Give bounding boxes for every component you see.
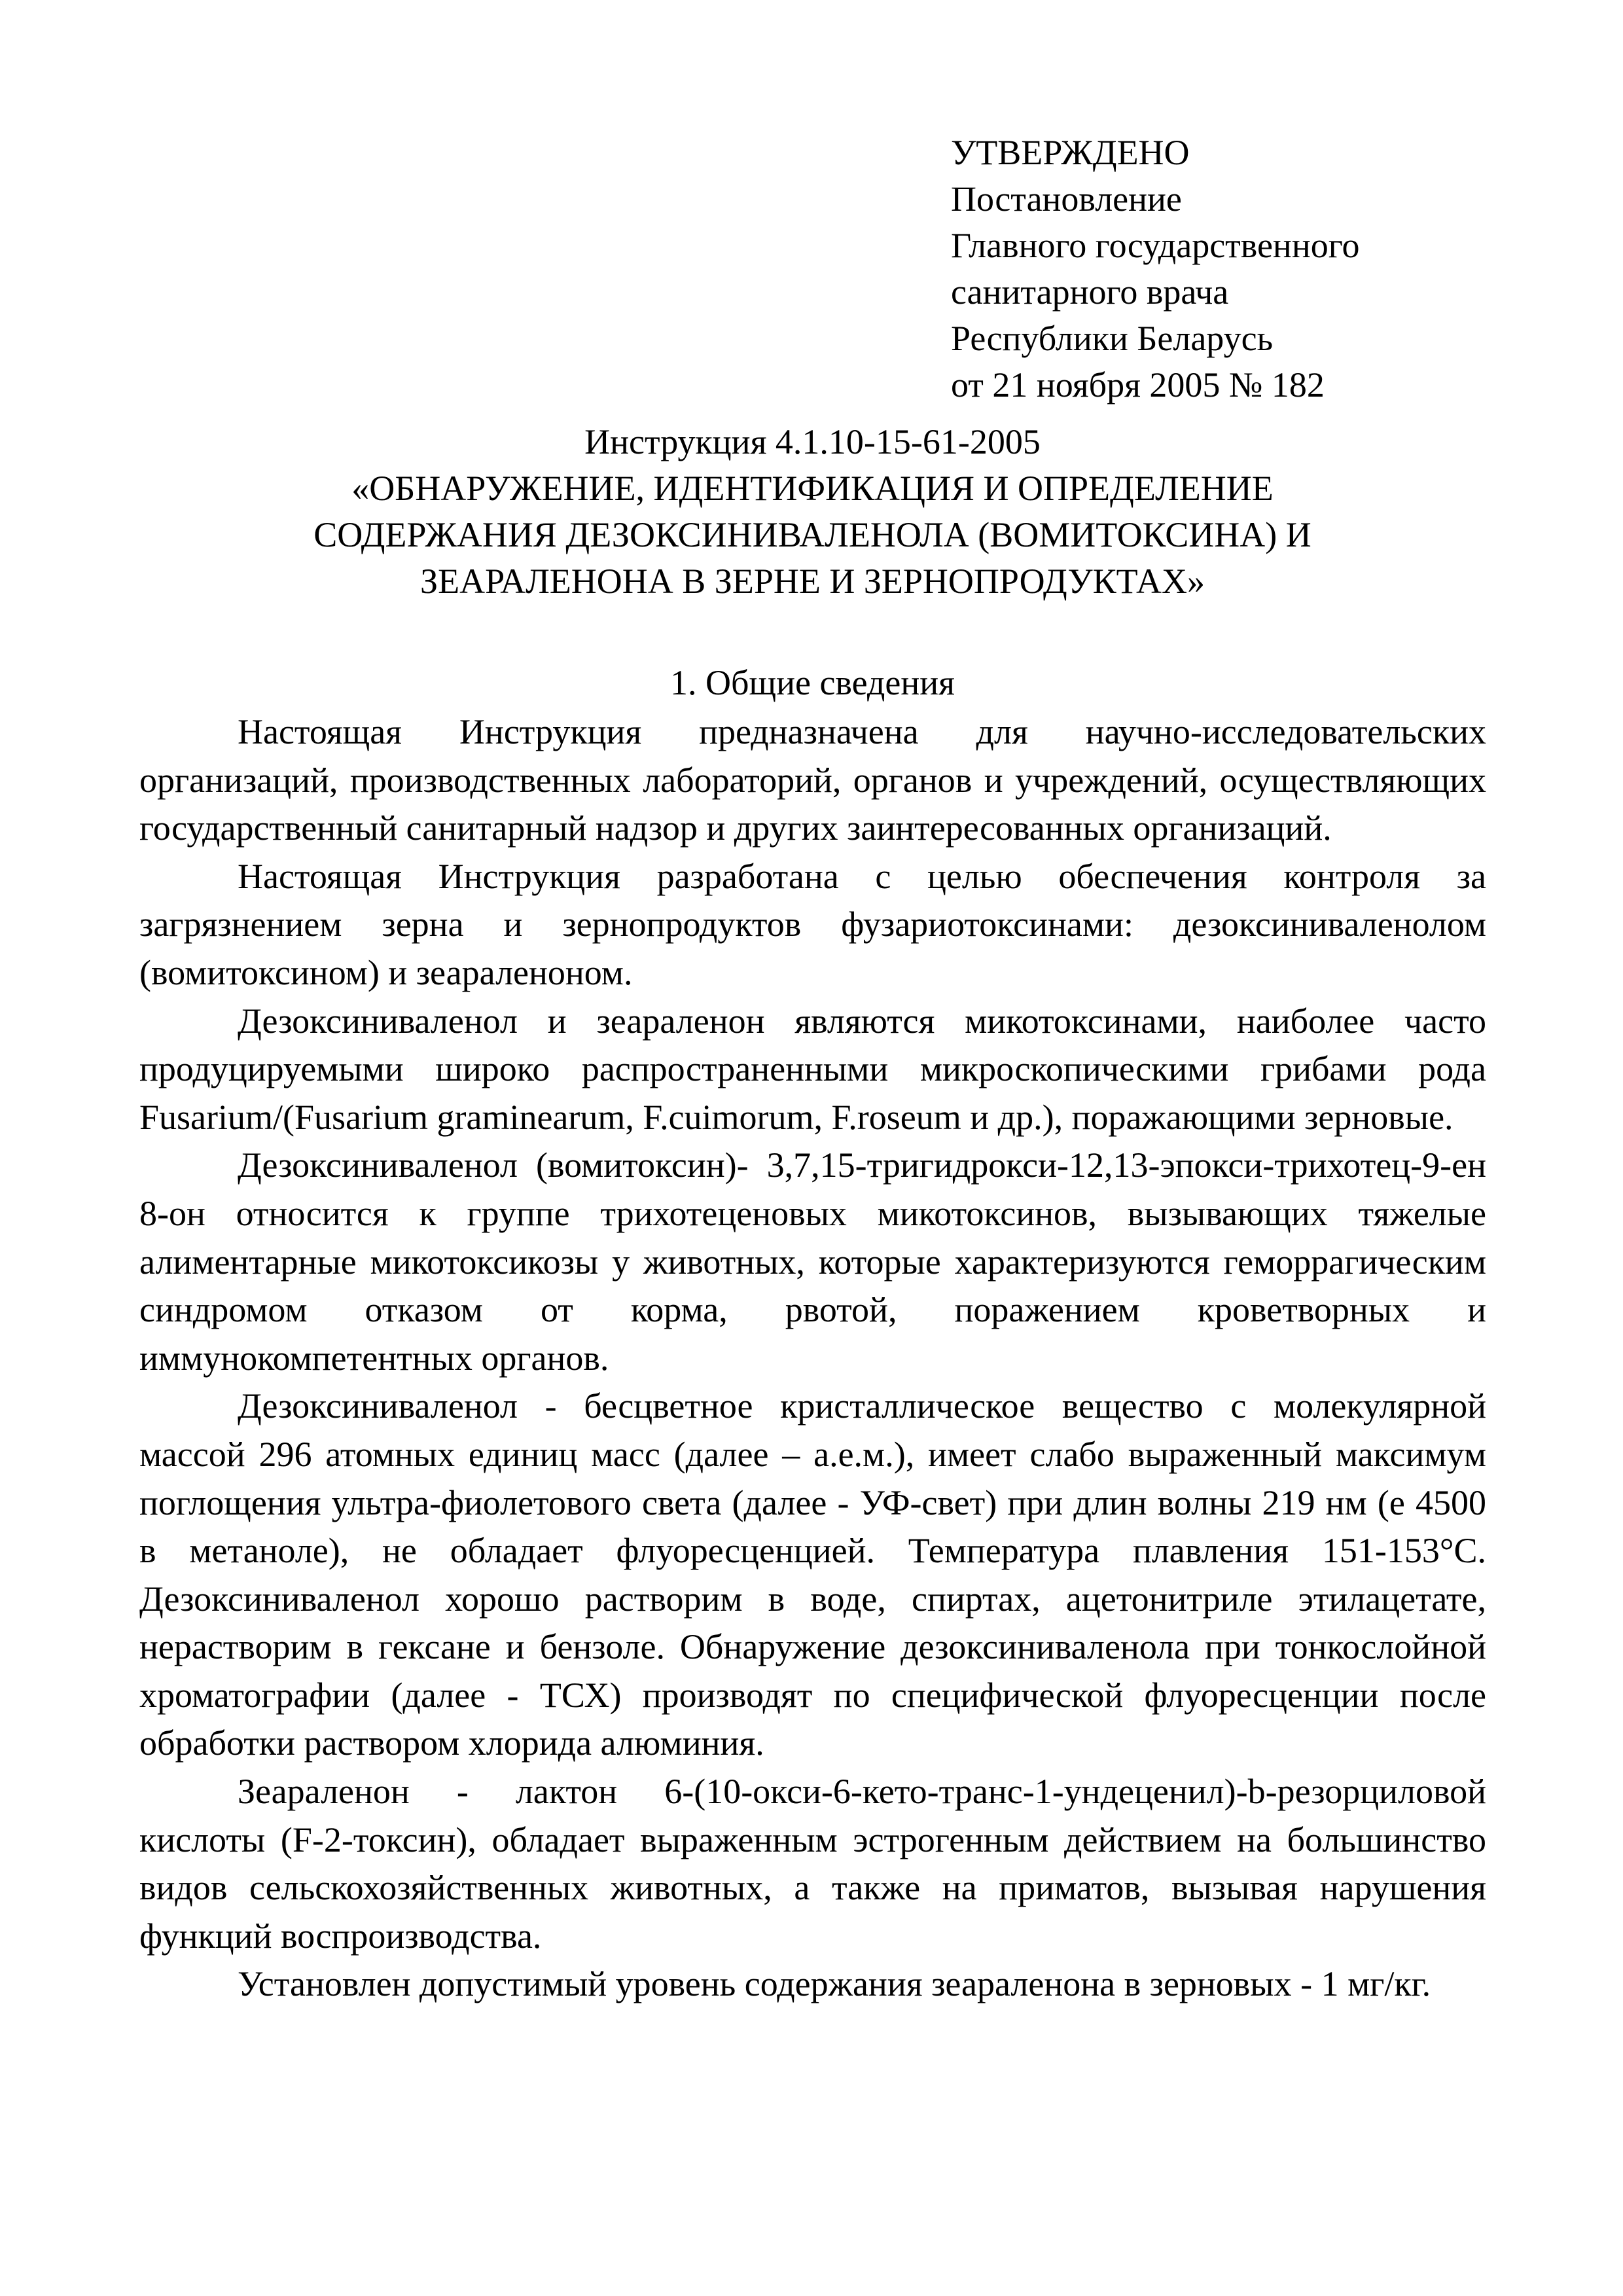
body-paragraph: Установлен допустимый уровень содержания зеараленона в зерновых - 1 мг/кг. [238,1964,1431,2004]
body-paragraph: Настоящая Инструкция предназначена для научно-исследовательских организаций, производственных лабораторий, органов и учреждений, осуществляющих государственный санитарный надзор и других заинтересованных организаций. [139,712,1486,848]
body-paragraph: Настоящая Инструкция разработана с целью обеспечения контроля за загрязнением зерна и зернопродуктов фузариотоксинами: дезоксиниваленолом (вомитоксином) и зеараленоном. [139,856,1486,992]
document-title [170,419,1455,605]
title-line: ЗЕАРАЛЕНОНА В ЗЕРНЕ И ЗЕРНОПРОДУКТАХ» [420,562,1205,601]
approval-line: УТВЕРЖДЕНО [951,133,1190,172]
approval-line: Республики Беларусь [951,319,1274,358]
section-body [139,708,1486,2009]
approval-line: санитарного врача [951,272,1229,312]
approval-line: Постановление [951,179,1182,219]
body-paragraph: Дезоксиниваленол (вомитоксин)- 3,7,15-тригидрокси-12,13-эпокси-трихотец-9-ен 8-он относится к группе трихотеценовых микотоксинов, вызывающих тяжелые алиментарные микотоксикозы у животных, которые характеризуются геморрагическим синдромом отказом от корма, рвотой, поражением кроветворных и иммунокомпетентных органов. [139,1145,1486,1378]
body-paragraph: Дезоксиниваленол и зеараленон являются микотоксинами, наиболее часто продуцируемыми широко распространенными микроскопическими грибами рода Fusarium/(Fusarium graminearum, F.cuimorum, F.roseum и др.), поражающими зерновые. [139,1001,1486,1137]
approval-date-number: от 21 ноября 2005 № 182 [951,365,1325,404]
section-heading: 1. Общие сведения [670,663,955,702]
approval-line: Главного государственного [951,226,1360,265]
approval-stamp-block [951,130,1540,408]
body-paragraph: Зеараленон - лактон 6-(10-окси-6-кето-транс-1-ундеценил)-b-резорциловой кислоты (F-2-токсин), обладает выраженным эстрогенным действием на большинство видов сельскохозяйственных животных, а также на приматов, вызывая нарушения функций воспроизводства. [139,1772,1486,1956]
instruction-number: Инструкция 4.1.10-15-61-2005 [584,422,1041,461]
title-line: «ОБНАРУЖЕНИЕ, ИДЕНТИФИКАЦИЯ И ОПРЕДЕЛЕНИЕ [351,469,1274,508]
body-paragraph: Дезоксиниваленол - бесцветное кристаллическое вещество с молекулярной массой 296 атомных единиц масс (далее – а.е.м.), имеет слабо выраженный максимум поглощения ультра-фиолетового света (далее - УФ-свет) при длин волны 219 нм (е 4500 в метаноле), не обладает флуоресценцией. Температура плавления 151-153°С. Дезоксиниваленол хорошо растворим в воде, спиртах, ацетонитриле этилацетате, нерастворим в гексане и бензоле. Обнаружение дезоксиниваленола при тонкослойной хроматографии (далее - ТСХ) производят по специфической флуоресценции после обработки раствором хлорида алюминия. [139,1386,1486,1763]
title-line: СОДЕРЖАНИЯ ДЕЗОКСИНИВАЛЕНОЛА (ВОМИТОКСИНА) И [313,515,1311,554]
